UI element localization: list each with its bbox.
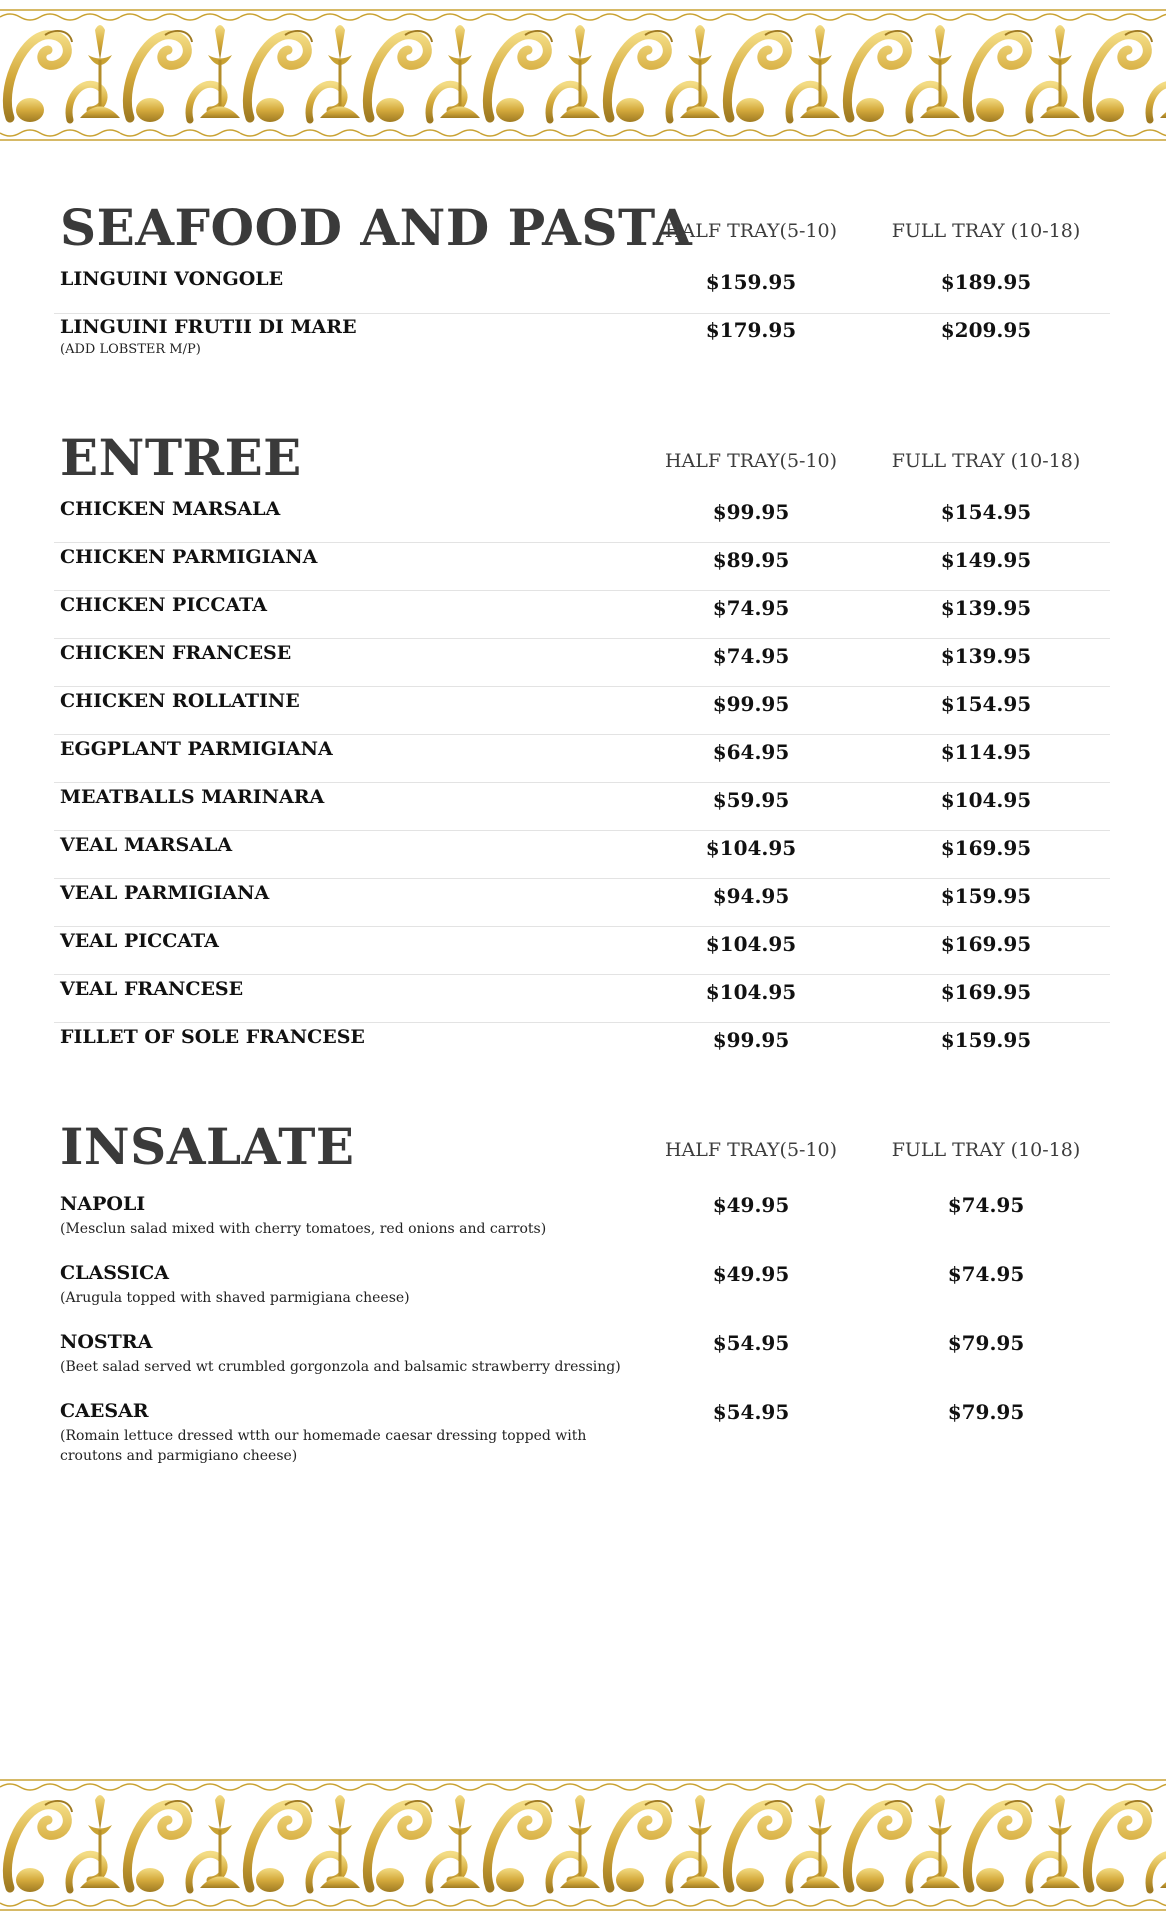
item-name: CAESAR: [60, 1400, 149, 1422]
menu-row: [54, 594, 1110, 639]
baroque-ornament-icon: [0, 1770, 1166, 1920]
half-tray-price: $49.95: [712, 1262, 790, 1286]
section-title: INSALATE: [60, 1117, 355, 1176]
half-tray-price: $59.95: [712, 788, 790, 812]
full-tray-price: $209.95: [940, 318, 1032, 342]
item-name: NOSTRA: [60, 1331, 153, 1353]
full-tray-price: $189.95: [940, 270, 1032, 294]
half-tray-price: $104.95: [705, 980, 797, 1004]
item-name: NAPOLI: [60, 1193, 146, 1215]
menu-row: [54, 1026, 1110, 1070]
item-name: CHICKEN FRANCESE: [60, 642, 292, 664]
ornamental-border-top: [0, 0, 1166, 150]
menu-row: [54, 930, 1110, 975]
menu-row: [54, 690, 1110, 735]
full-tray-price: $74.95: [947, 1262, 1025, 1286]
half-tray-price: $49.95: [712, 1193, 790, 1217]
menu-row: [54, 268, 1110, 314]
item-description: (Romain lettuce dressed wtth our homemade caesar dressing topped with croutons and parmigiano cheese): [60, 1428, 587, 1464]
full-tray-header: FULL TRAY (10-18): [891, 450, 1081, 472]
full-tray-price: $159.95: [940, 884, 1032, 908]
half-tray-price: $74.95: [712, 644, 790, 668]
full-tray-price: $139.95: [940, 596, 1032, 620]
menu-row: [54, 314, 1110, 374]
item-description: (Mesclun salad mixed with cherry tomatoes, red onions and carrots): [60, 1221, 547, 1237]
full-tray-price: $154.95: [940, 692, 1032, 716]
item-name: VEAL FRANCESE: [60, 978, 244, 1000]
section-title: ENTREE: [60, 428, 302, 487]
item-name: LINGUINI FRUTII DI MARE: [60, 316, 357, 338]
menu-row: [54, 738, 1110, 783]
menu-row: [54, 1331, 1110, 1395]
half-tray-header: HALF TRAY(5-10): [664, 220, 838, 242]
item-name: CHICKEN ROLLATINE: [60, 690, 300, 712]
half-tray-header: HALF TRAY(5-10): [664, 1139, 838, 1161]
full-tray-header: FULL TRAY (10-18): [891, 220, 1081, 242]
half-tray-price: $74.95: [712, 596, 790, 620]
full-tray-price: $79.95: [947, 1331, 1025, 1355]
full-tray-header: FULL TRAY (10-18): [891, 1139, 1081, 1161]
baroque-ornament-icon: [0, 0, 1166, 150]
item-name: VEAL PARMIGIANA: [60, 882, 270, 904]
full-tray-price: $114.95: [940, 740, 1032, 764]
full-tray-price: $139.95: [940, 644, 1032, 668]
full-tray-price: $169.95: [940, 836, 1032, 860]
full-tray-price: $154.95: [940, 500, 1032, 524]
full-tray-price: $169.95: [940, 980, 1032, 1004]
half-tray-header: HALF TRAY(5-10): [664, 450, 838, 472]
half-tray-price: $104.95: [705, 836, 797, 860]
item-name: CHICKEN PICCATA: [60, 594, 268, 616]
menu-row: [54, 1400, 1110, 1470]
full-tray-price: $159.95: [940, 1028, 1032, 1052]
half-tray-price: $99.95: [712, 1028, 790, 1052]
full-tray-price: $169.95: [940, 932, 1032, 956]
menu-row: [54, 546, 1110, 591]
item-name: LINGUINI VONGOLE: [60, 268, 284, 290]
half-tray-price: $99.95: [712, 692, 790, 716]
menu-row: [54, 786, 1110, 831]
menu-row: [54, 882, 1110, 927]
half-tray-price: $94.95: [712, 884, 790, 908]
menu-row: [54, 1193, 1110, 1257]
item-name: CHICKEN PARMIGIANA: [60, 546, 318, 568]
item-name: VEAL PICCATA: [60, 930, 219, 952]
menu-row: [54, 978, 1110, 1023]
section-title: SEAFOOD AND PASTA: [60, 198, 693, 257]
item-name: FILLET OF SOLE FRANCESE: [60, 1026, 365, 1048]
item-description: (Arugula topped with shaved parmigiana cheese): [60, 1290, 410, 1306]
item-name: VEAL MARSALA: [60, 834, 233, 856]
item-name: EGGPLANT PARMIGIANA: [60, 738, 333, 760]
item-description: (Beet salad served wt crumbled gorgonzola and balsamic strawberry dressing): [60, 1359, 621, 1375]
full-tray-price: $104.95: [940, 788, 1032, 812]
item-name: MEATBALLS MARINARA: [60, 786, 325, 808]
full-tray-price: $79.95: [947, 1400, 1025, 1424]
half-tray-price: $104.95: [705, 932, 797, 956]
half-tray-price: $159.95: [705, 270, 797, 294]
menu-row: [54, 1262, 1110, 1326]
menu-row: [54, 498, 1110, 543]
menu-row: [54, 834, 1110, 879]
half-tray-price: $179.95: [705, 318, 797, 342]
half-tray-price: $89.95: [712, 548, 790, 572]
half-tray-price: $99.95: [712, 500, 790, 524]
half-tray-price: $54.95: [712, 1331, 790, 1355]
item-note: (ADD LOBSTER M/P): [60, 342, 201, 357]
half-tray-price: $54.95: [712, 1400, 790, 1424]
ornamental-border-bottom: [0, 1770, 1166, 1920]
item-name: CHICKEN MARSALA: [60, 498, 281, 520]
half-tray-price: $64.95: [712, 740, 790, 764]
menu-row: [54, 642, 1110, 687]
full-tray-price: $74.95: [947, 1193, 1025, 1217]
full-tray-price: $149.95: [940, 548, 1032, 572]
item-name: CLASSICA: [60, 1262, 169, 1284]
